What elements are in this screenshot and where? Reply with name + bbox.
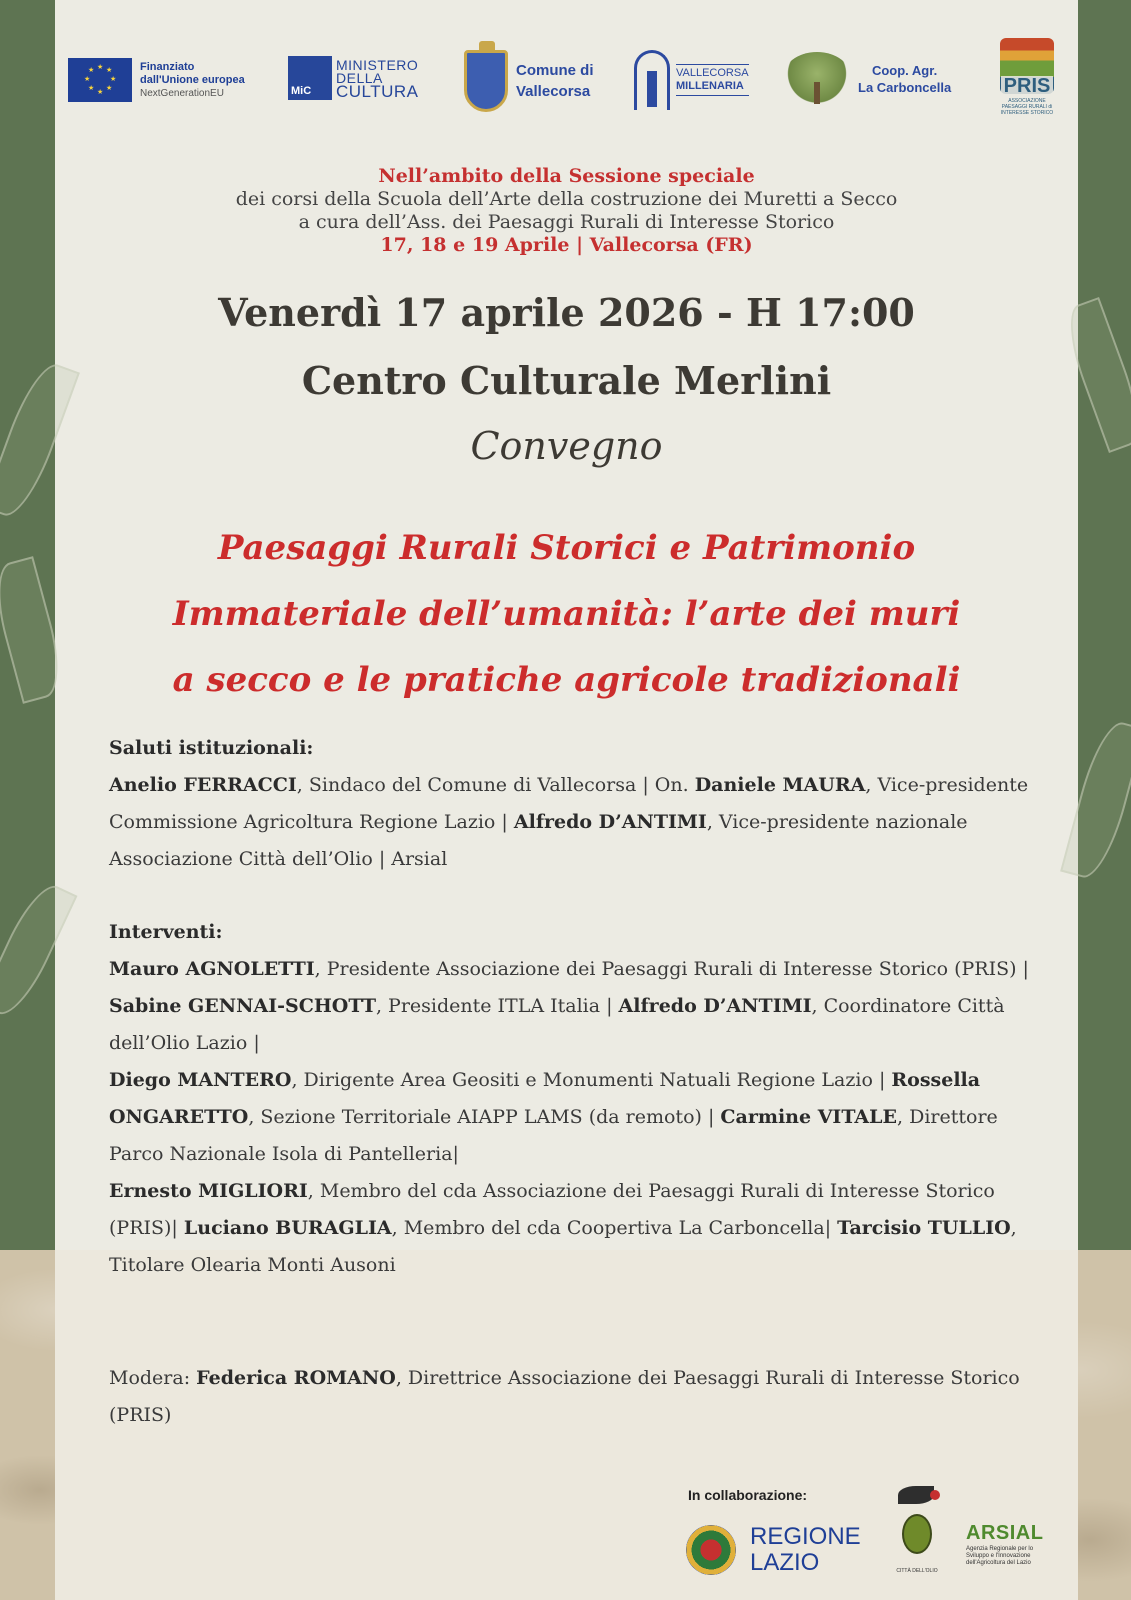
- speaker-role: , Direttore Parco Nazionale Isola di Pantelleria|: [109, 1106, 998, 1165]
- pris-line1: ASSOCIAZIONE: [1008, 98, 1046, 104]
- olive-caption: CITTÀ DELL'OLIO: [896, 1568, 938, 1574]
- eu-line1: Finanziato: [140, 60, 195, 73]
- mic-badge: MiC: [288, 56, 332, 100]
- speaker-name: Luciano BURAGLIA: [183, 1217, 392, 1239]
- speaker-name: Ernesto MIGLIORI: [109, 1180, 308, 1202]
- tower-icon: [634, 50, 670, 110]
- speaker-role: , Dirigente Area Geositi e Monumenti Natuali Regione Lazio |: [291, 1069, 892, 1091]
- arsial-logo: ARSIAL: [966, 1522, 1044, 1544]
- vallecorsa-millenaria-logo: [634, 50, 749, 110]
- eu-flag-icon: ★ ★ ★ ★ ★ ★ ★ ★: [68, 58, 132, 102]
- pris-logo: [998, 38, 1056, 130]
- speaker-name: Rossella ONGARETTO: [109, 1069, 981, 1128]
- pris-word: PRIS: [1001, 76, 1054, 96]
- title-line2: Immateriale dell’umanità: l’arte dei muri: [172, 594, 961, 634]
- comune-logo: [464, 50, 594, 112]
- mic-line2: DELLA: [336, 69, 383, 86]
- session-line3: a cura dell’Ass. dei Paesaggi Rurali di Interesse Storico: [298, 211, 835, 233]
- coop-logo: [782, 52, 951, 106]
- pris-line3: INTERESSE STORICO: [1000, 110, 1054, 116]
- citta-olio-olive-icon: [902, 1514, 932, 1554]
- regione-line1: REGIONE: [750, 1523, 861, 1550]
- session-header: [55, 165, 1078, 257]
- speaker-role: , Presidente ITLA Italia |: [375, 995, 619, 1017]
- title-line3: a secco e le pratiche agricole tradizionali: [172, 660, 961, 700]
- coop-line1: Coop. Agr.: [871, 63, 938, 78]
- pris-line2: PAESAGGI RURALI di: [1001, 104, 1053, 110]
- speaker-name: Anelio FERRACCI: [109, 774, 297, 796]
- comune-line1: Comune di: [516, 62, 594, 79]
- session-line1: Nell’ambito della Sessione speciale: [378, 165, 755, 187]
- mic-line3: CULTURA: [336, 81, 419, 101]
- saluti-heading: Saluti istituzionali:: [109, 737, 314, 759]
- comune-line2: Vallecorsa: [516, 83, 591, 100]
- speaker-name: Alfredo D’ANTIMI: [618, 995, 812, 1017]
- speaker-name: Diego MANTERO: [109, 1069, 292, 1091]
- moderatore-label: Modera:: [109, 1367, 197, 1389]
- speaker-role: , Vice-presidente Commissione Agricoltura Regione Lazio |: [109, 774, 1029, 833]
- interventi-section: [109, 914, 1039, 1284]
- event-datetime: Venerdì 17 aprile 2026 - H 17:00: [218, 290, 915, 335]
- regione-lazio-logo: [750, 1524, 861, 1576]
- speaker-role: , Sezione Territoriale AIAPP LAMS (da remoto) |: [248, 1106, 721, 1128]
- mic-line1: MINISTERO: [336, 56, 419, 73]
- speaker-role: , Membro del cda Associazione dei Paesaggi Rurali di Interesse Storico (PRIS)|: [109, 1180, 995, 1239]
- eu-line2: dall'Unione europea: [140, 73, 245, 86]
- speaker-name: Carmine VITALE: [720, 1106, 898, 1128]
- collab-label: In collaborazione:: [688, 1487, 808, 1503]
- speaker-role: , Presidente Associazione dei Paesaggi Rurali di Interesse Storico (PRIS) |: [314, 958, 1029, 980]
- mic-logo: [288, 56, 419, 100]
- title-line1: Paesaggi Rurali Storici e Patrimonio: [217, 528, 916, 568]
- olive-leaf-icon: [898, 1486, 934, 1504]
- speaker-role: , Titolare Olearia Monti Ausoni: [109, 1217, 1017, 1276]
- event-type: Convegno: [470, 424, 663, 468]
- event-venue: Centro Culturale Merlini: [301, 358, 832, 403]
- vm-line2: MILLENARIA: [676, 80, 744, 92]
- olive-tree-icon: [782, 52, 852, 106]
- speaker-name: Mauro AGNOLETTI: [109, 958, 315, 980]
- speaker-name: Sabine GENNAI-SCHOTT: [109, 995, 376, 1017]
- moderatore-section: [109, 1360, 1039, 1434]
- speaker-role: , Membro del cda Coopertiva La Carboncella|: [391, 1217, 838, 1239]
- speaker-role: , Coordinatore Città dell’Olio Lazio |: [109, 995, 1005, 1054]
- partner-logos: [66, 38, 1056, 128]
- red-dot-icon: [930, 1490, 940, 1500]
- session-line2: dei corsi della Scuola dell’Arte della costruzione dei Muretti a Secco: [235, 188, 898, 210]
- speaker-role: , Vice-presidente nazionale Associazione Città dell’Olio | Arsial: [109, 811, 968, 870]
- comune-crest-icon: [464, 50, 508, 112]
- session-line4: 17, 18 e 19 Aprile | Vallecorsa (FR): [380, 234, 753, 256]
- arsial-subtitle: Agenzia Regionale per lo Sviluppo e l'Innovazione dell'Agricoltura del Lazio: [966, 1546, 1034, 1566]
- speaker-role: , Sindaco del Comune di Vallecorsa | On.: [296, 774, 695, 796]
- event-title: [80, 515, 1053, 713]
- saluti-section: [109, 730, 1039, 878]
- vm-line1: VALLECORSA: [676, 67, 749, 79]
- speaker-name: Alfredo D’ANTIMI: [513, 811, 707, 833]
- interventi-heading: Interventi:: [109, 921, 223, 943]
- moderatore-role: , Direttrice Associazione dei Paesaggi Rurali di Interesse Storico (PRIS): [109, 1367, 1020, 1426]
- coop-line2: La Carboncella: [858, 80, 952, 95]
- speaker-name: Tarcisio TULLIO: [837, 1217, 1011, 1239]
- moderatore-name: Federica ROMANO: [196, 1367, 396, 1389]
- regione-line2: LAZIO: [750, 1549, 820, 1576]
- eu-logo: [68, 58, 245, 102]
- eu-line3: NextGenerationEU: [140, 87, 224, 99]
- speaker-name: Daniele MAURA: [694, 774, 866, 796]
- regione-lazio-crest-icon: [686, 1525, 736, 1575]
